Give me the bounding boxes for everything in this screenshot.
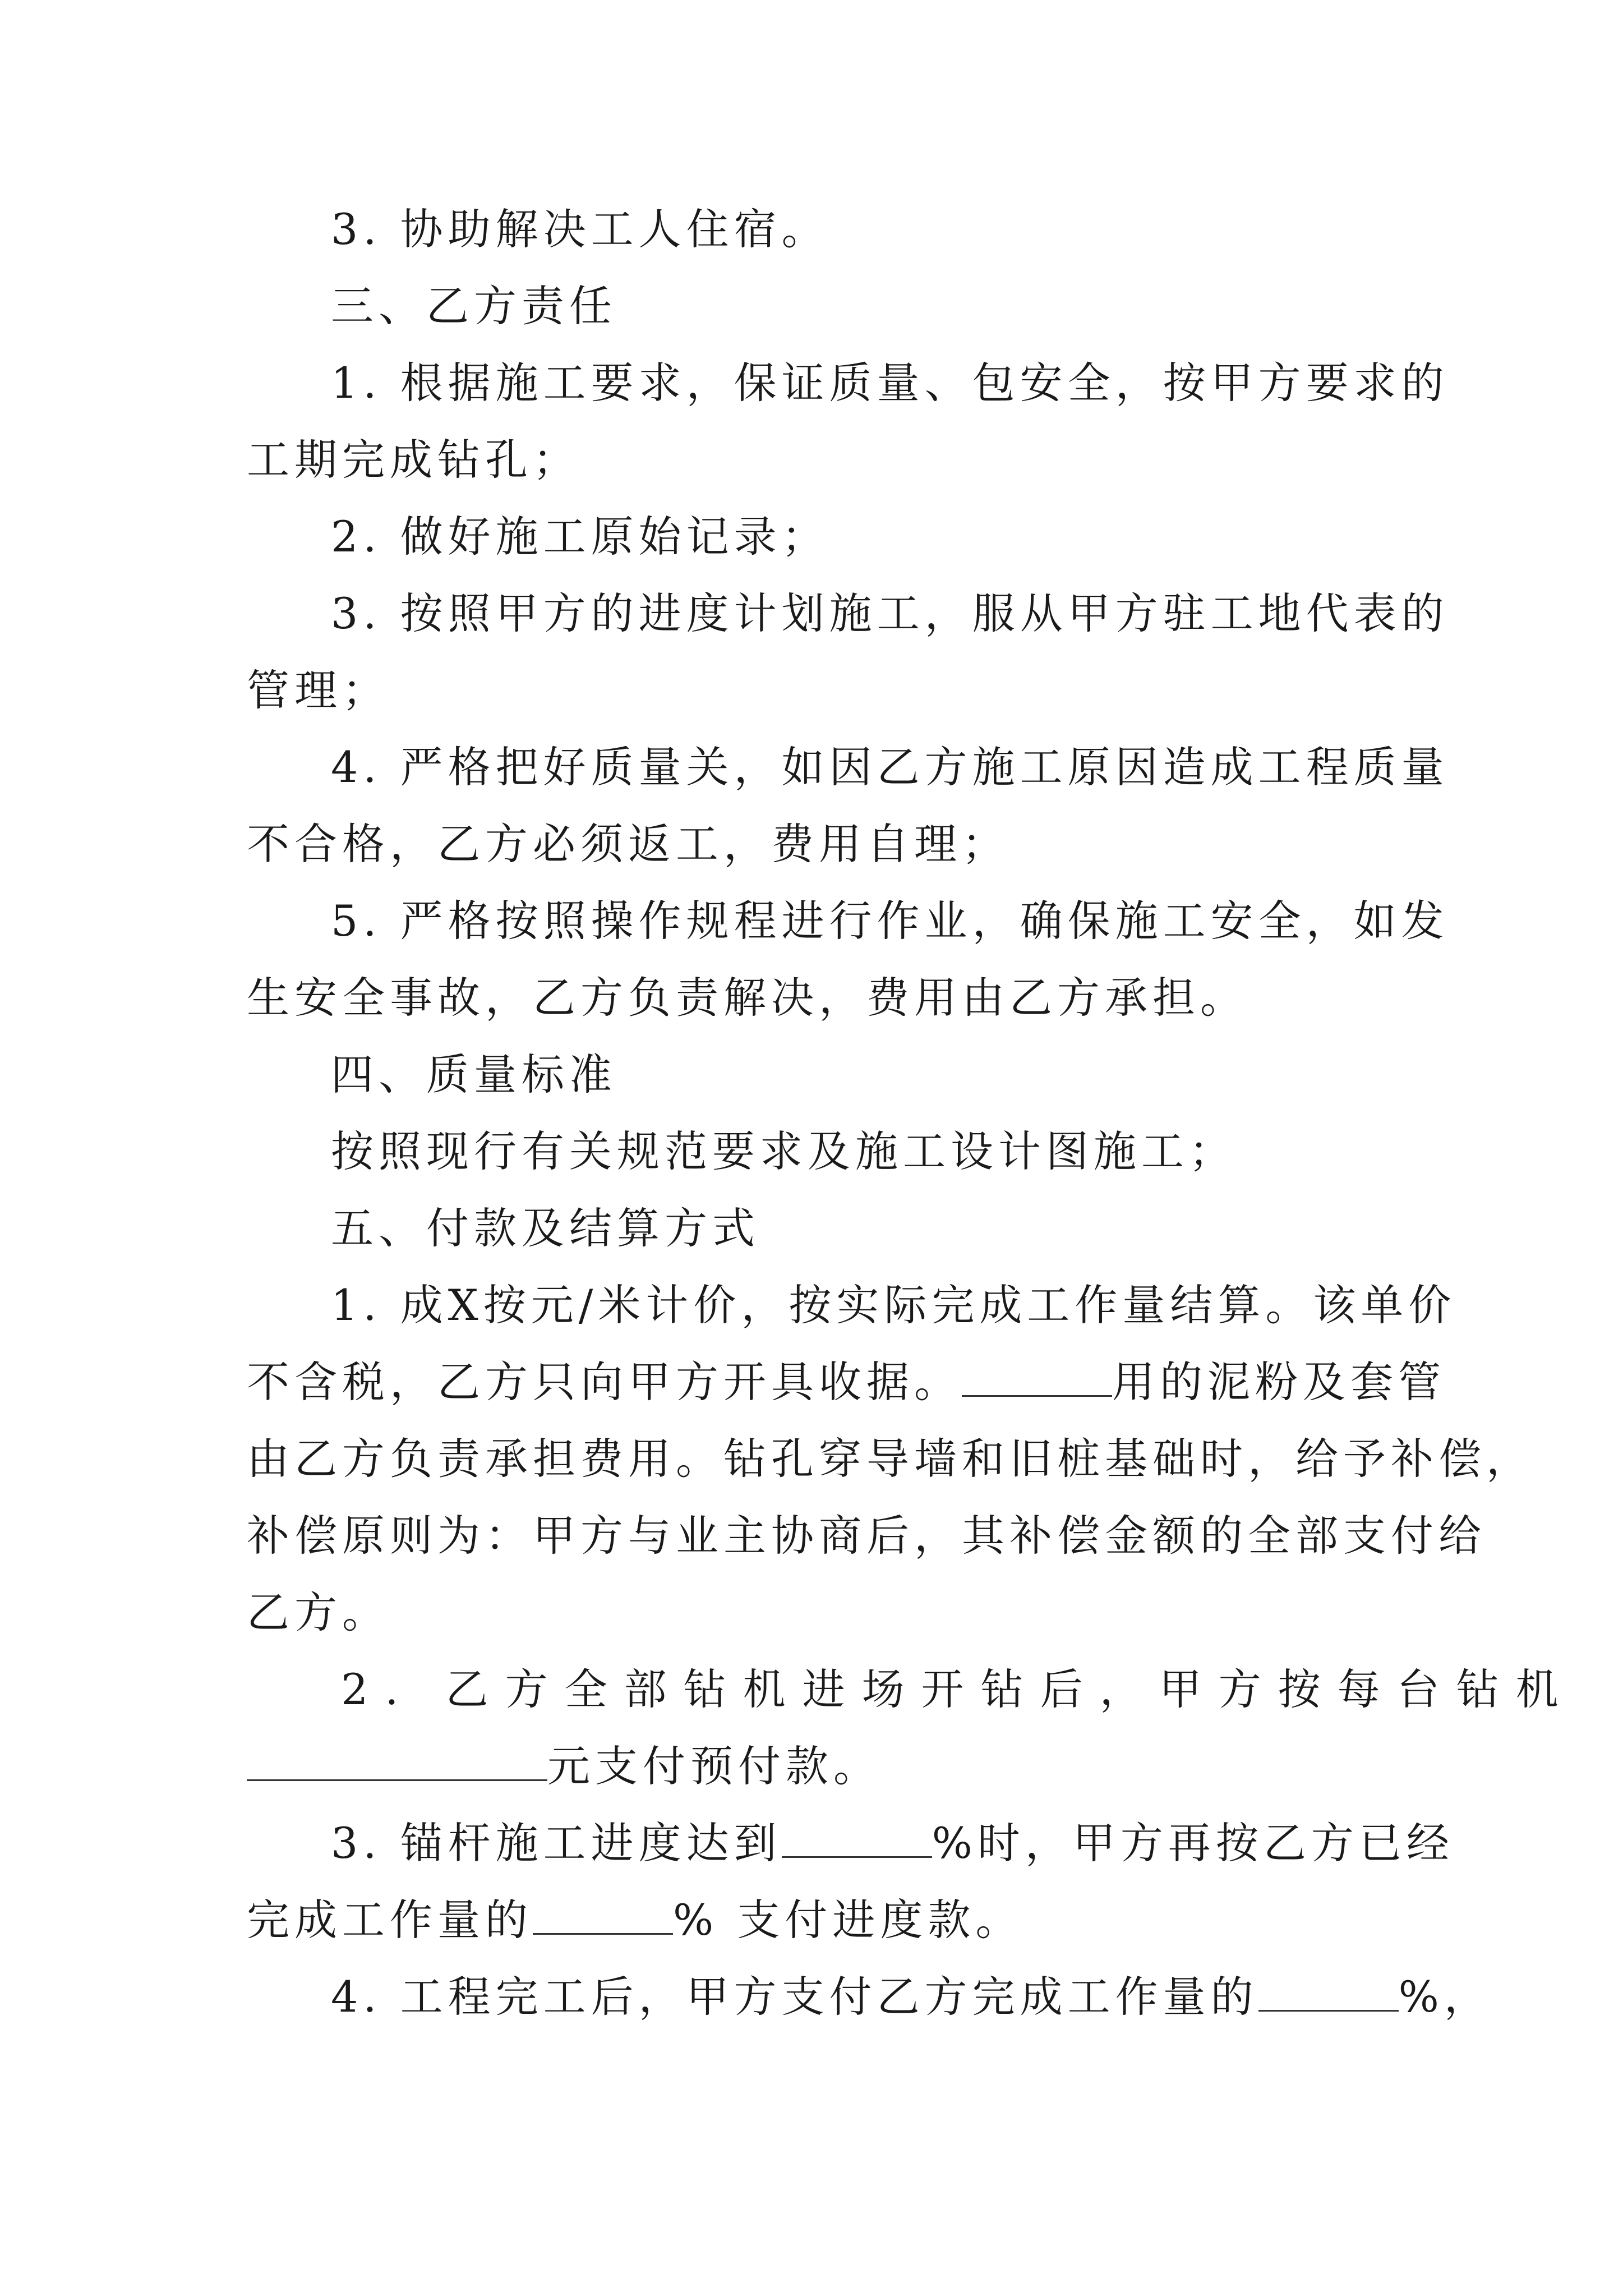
text-segment: 4. 工程完工后，甲方支付乙方完成工作量的 <box>331 1972 1258 2022</box>
paragraph-line: 1. 成X按元/米计价，按实际完成工作量结算。该单价 <box>331 1280 1456 1330</box>
paragraph-line: 不合格，乙方必须返工，费用自理； <box>247 819 1009 869</box>
text-segment: %， <box>1398 1972 1492 2022</box>
section-heading: 四、质量标准 <box>331 1050 617 1099</box>
paragraph-line: 4. 严格把好质量关，如因乙方施工原因造成工程质量 <box>331 742 1449 792</box>
paragraph-line <box>247 1958 1492 2035</box>
fill-in-blank[interactable] <box>962 1360 1112 1397</box>
section-heading: 三、乙方责任 <box>331 281 617 331</box>
paragraph-line <box>247 1805 1454 1881</box>
paragraph-line: 乙方。 <box>247 1588 390 1637</box>
paragraph-line <box>247 1343 1446 1420</box>
paragraph-line: 2. 做好施工原始记录； <box>331 512 829 562</box>
fill-in-blank[interactable] <box>1258 1975 1399 2012</box>
paragraph-line <box>247 1881 1380 1958</box>
paragraph-line: 管理； <box>247 665 390 715</box>
paragraph-line: 按照现行有关规范要求及施工设计图施工； <box>331 1126 1237 1176</box>
paragraph-line: 3. 协助解决工人住宿。 <box>331 204 829 254</box>
text-segment: 用的泥粉及套管 <box>1112 1357 1446 1407</box>
fill-in-blank[interactable] <box>533 1898 673 1935</box>
fill-in-blank[interactable] <box>782 1821 932 1858</box>
paragraph-line: 补偿原则为：甲方与业主协商后，其补偿金额的全部支付给 <box>247 1511 1486 1561</box>
paragraph-line: 2. 乙方全部钻机进场开钻后，甲方按每台钻机 <box>341 1664 1575 1714</box>
text-segment: 不含税，乙方只向甲方开具收据。 <box>247 1357 962 1407</box>
text-segment: 完成工作量的 <box>247 1895 533 1945</box>
paragraph-line: 由乙方负责承担费用。钻孔穿导墙和旧桩基础时，给予补偿， <box>247 1434 1534 1484</box>
paragraph-line: 生安全事故，乙方负责解决，费用由乙方承担。 <box>247 973 1248 1023</box>
paragraph-line: 3. 按照甲方的进度计划施工，服从甲方驻工地代表的 <box>331 588 1449 638</box>
fill-in-blank[interactable] <box>247 1745 547 1781</box>
section-heading: 五、付款及结算方式 <box>331 1203 760 1253</box>
document-page <box>247 191 1575 2035</box>
text-segment: % 支付进度款。 <box>673 1895 1023 1945</box>
paragraph-line: 5. 严格按照操作规程进行作业，确保施工安全，如发 <box>331 896 1449 946</box>
text-segment: 3. 锚杆施工进度达到 <box>331 1818 782 1868</box>
paragraph-line <box>247 1728 1380 1805</box>
text-segment: 元支付预付款。 <box>547 1741 881 1791</box>
text-segment: %时，甲方再按乙方已经 <box>932 1818 1454 1868</box>
paragraph-line: 1. 根据施工要求，保证质量、包安全，按甲方要求的 <box>331 358 1449 408</box>
paragraph-line: 工期完成钻孔； <box>247 435 580 485</box>
